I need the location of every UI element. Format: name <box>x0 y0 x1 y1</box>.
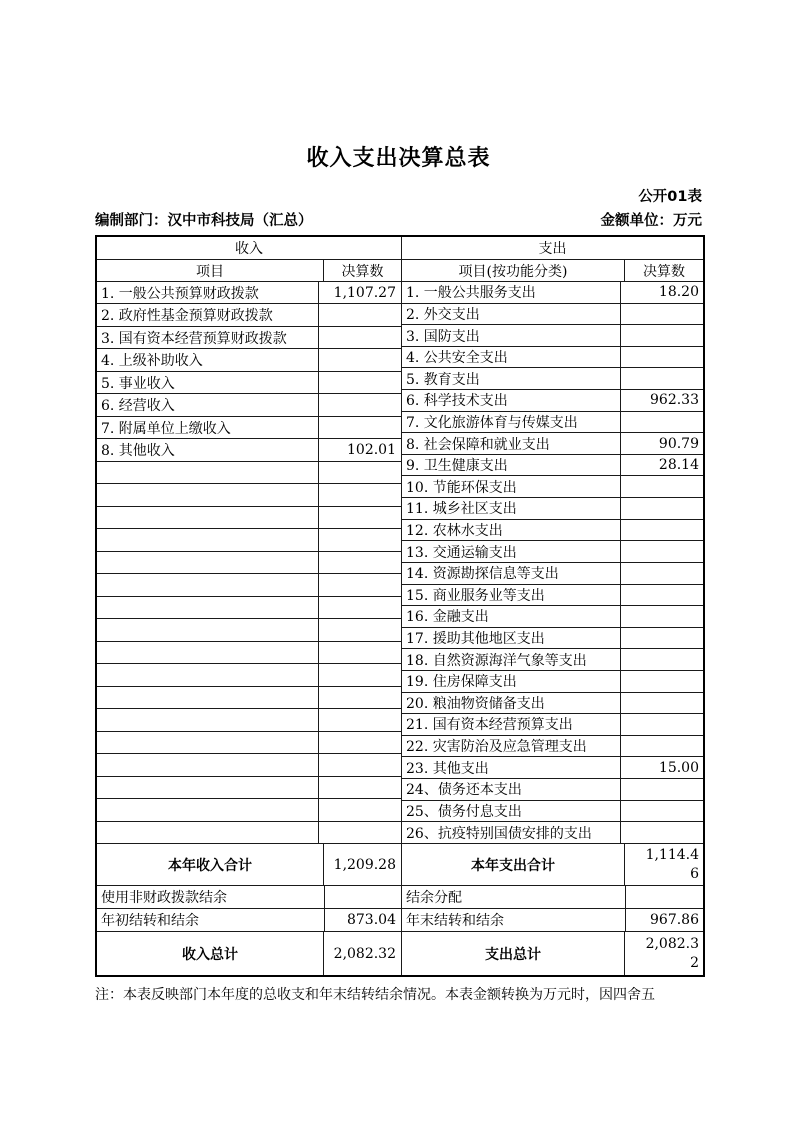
item-value <box>620 520 703 541</box>
table-row <box>97 483 401 505</box>
table-row <box>402 519 703 541</box>
item-label: 16. 金融支出 <box>406 609 489 626</box>
item-value <box>318 372 401 393</box>
item-value <box>318 597 401 618</box>
table-row <box>402 367 703 389</box>
item-label: 20. 粮油物资储备支出 <box>406 695 545 712</box>
item-value: 962.33 <box>620 390 703 411</box>
item-label: 2. 政府性基金预算财政拨款 <box>101 308 273 325</box>
item-label <box>97 777 318 798</box>
unit-label: 金额单位：万元 <box>600 213 702 229</box>
summary-income-label: 本年收入合计 <box>168 857 252 874</box>
table-row <box>402 562 703 584</box>
item-value <box>318 732 401 753</box>
item-label: 5. 教育支出 <box>406 371 480 388</box>
table-row <box>402 324 703 346</box>
summary-income-label: 年初结转和结余 <box>101 913 199 929</box>
table-row <box>402 821 703 843</box>
item-label: 21. 国有资本经营预算支出 <box>406 717 573 734</box>
summary-income-value <box>324 886 401 908</box>
summary-expense-value <box>624 844 703 885</box>
table-row <box>402 475 703 497</box>
item-value <box>620 714 703 735</box>
item-value <box>318 304 401 325</box>
table-row <box>402 584 703 606</box>
item-label: 10. 节能环保支出 <box>406 479 517 496</box>
item-label: 15. 商业服务业等支出 <box>406 587 545 604</box>
expense-item-column-header: 项目(按功能分类) <box>401 260 624 281</box>
summary-expense-value-text: 967.86 <box>650 911 699 928</box>
item-value <box>620 347 703 368</box>
table-row <box>97 461 401 483</box>
item-label: 9. 卫生健康支出 <box>406 458 508 475</box>
item-label <box>97 507 318 528</box>
item-value <box>318 687 401 708</box>
item-label <box>97 709 318 730</box>
table-row <box>97 663 401 685</box>
item-value <box>620 693 703 714</box>
item-label: 5. 事业收入 <box>101 375 175 392</box>
item-label <box>97 732 318 753</box>
item-value: 18.20 <box>620 282 703 303</box>
table-body <box>97 282 703 843</box>
item-value <box>318 754 401 775</box>
item-label: 22. 灾害防治及应急管理支出 <box>406 739 587 756</box>
department-label: 编制部门：汉中市科技局（汇总） <box>95 213 313 229</box>
item-label: 24、债务还本支出 <box>406 782 522 799</box>
item-value <box>318 619 401 640</box>
item-label <box>97 619 318 640</box>
table-row <box>97 641 401 663</box>
item-label: 4. 公共安全支出 <box>406 350 508 367</box>
item-label <box>97 687 318 708</box>
income-section-header: 收入 <box>97 237 402 259</box>
table-row <box>402 432 703 454</box>
summary-expense-value-text: 2,082.32 <box>645 935 699 971</box>
item-value: 28.14 <box>620 455 703 476</box>
item-value <box>620 304 703 325</box>
expense-rows <box>402 282 703 843</box>
summary-expense-value-text: 1,114.46 <box>645 846 699 882</box>
item-label <box>97 552 318 573</box>
table-row <box>402 497 703 519</box>
table-row <box>97 416 401 438</box>
item-value <box>318 484 401 505</box>
expense-section-header: 支出 <box>538 241 567 257</box>
summary-rows <box>97 843 703 975</box>
item-value <box>620 736 703 757</box>
item-label: 1. 一般公共服务支出 <box>406 285 536 302</box>
table-row <box>402 346 703 368</box>
item-value: 90.79 <box>620 433 703 454</box>
item-value <box>620 779 703 800</box>
item-label <box>97 799 318 820</box>
item-label: 3. 国防支出 <box>406 328 480 345</box>
item-value <box>620 476 703 497</box>
table-code: 公开01表 <box>638 189 702 205</box>
table-row <box>402 389 703 411</box>
summary-expense-value <box>624 932 703 975</box>
table-column-header-row <box>97 260 703 282</box>
page-title: 收入支出决算总表 <box>306 146 491 171</box>
summary-income-value: 1,209.28 <box>323 844 401 885</box>
item-label: 7. 文化旅游体育与传媒支出 <box>406 414 578 431</box>
table-row <box>97 326 401 348</box>
table-row <box>97 731 401 753</box>
footnote: 注：本表反映部门本年度的总收支和年末结转结余情况。本表金额转换为万元时，因四舍五 <box>95 987 655 1003</box>
table-row <box>402 627 703 649</box>
table-row <box>402 605 703 627</box>
table-row <box>97 551 401 573</box>
summary-income-value: 2,082.32 <box>323 932 401 975</box>
item-value: 15.00 <box>620 757 703 778</box>
table-row <box>97 618 401 640</box>
item-value <box>620 628 703 649</box>
table-row <box>97 776 401 798</box>
summary-expense-value <box>625 886 703 908</box>
table-row <box>97 348 401 370</box>
item-value <box>620 822 703 843</box>
table-row <box>97 708 401 730</box>
item-label: 25、债务付息支出 <box>406 803 522 820</box>
table-row <box>402 454 703 476</box>
table-row <box>97 573 401 595</box>
table-row <box>402 756 703 778</box>
item-label: 13. 交通运输支出 <box>406 544 517 561</box>
income-item-column-header: 项目 <box>196 263 224 280</box>
table-row <box>97 528 401 550</box>
summary-expense-label: 年末结转和结余 <box>401 909 625 931</box>
item-value <box>620 412 703 433</box>
table-row <box>402 713 703 735</box>
item-label: 11. 城乡社区支出 <box>406 501 517 518</box>
table-row <box>402 800 703 822</box>
item-label: 6. 科学技术支出 <box>406 393 508 410</box>
item-label: 8. 其他收入 <box>101 443 175 460</box>
summary-row <box>97 908 703 931</box>
table-row <box>402 303 703 325</box>
item-label: 26、抗疫特别国债安排的支出 <box>406 825 592 842</box>
table-row <box>97 393 401 415</box>
table-row <box>402 648 703 670</box>
item-value <box>318 529 401 550</box>
summary-expense-label: 本年支出合计 <box>401 844 624 885</box>
table-section-header-row <box>97 237 703 260</box>
table-row <box>402 282 703 303</box>
item-value <box>318 642 401 663</box>
meta-line <box>95 209 702 230</box>
item-label: 19. 住房保障支出 <box>406 674 517 691</box>
income-amount-column-header: 决算数 <box>323 260 401 281</box>
table-row <box>402 411 703 433</box>
item-label: 2. 外交支出 <box>406 306 480 323</box>
summary-income-label: 收入总计 <box>182 946 238 963</box>
item-value <box>318 664 401 685</box>
item-value: 1,107.27 <box>318 282 401 303</box>
item-label <box>97 462 318 483</box>
item-label: 4. 上级补助收入 <box>101 353 203 370</box>
item-label <box>97 754 318 775</box>
item-label: 6. 经营收入 <box>101 398 175 415</box>
item-label: 3. 国有资本经营预算财政拨款 <box>101 330 287 347</box>
table-row <box>402 735 703 757</box>
expense-amount-column-header: 决算数 <box>624 260 703 281</box>
item-value <box>620 649 703 670</box>
item-label: 17. 援助其他地区支出 <box>406 631 545 648</box>
item-label: 14. 资源勘探信息等支出 <box>406 566 559 583</box>
item-value <box>620 325 703 346</box>
item-value <box>318 507 401 528</box>
income-rows <box>97 282 402 843</box>
budget-table <box>95 235 705 977</box>
item-value <box>318 552 401 573</box>
summary-expense-label: 结余分配 <box>401 886 625 908</box>
item-label: 1. 一般公共预算财政拨款 <box>101 285 259 302</box>
table-row <box>402 692 703 714</box>
table-row <box>97 753 401 775</box>
table-row <box>97 282 401 303</box>
item-label: 23. 其他支出 <box>406 760 489 777</box>
summary-expense-label: 支出总计 <box>401 932 624 975</box>
table-row <box>97 596 401 618</box>
item-label <box>97 484 318 505</box>
item-value <box>318 462 401 483</box>
item-label: 18. 自然资源海洋气象等支出 <box>406 652 587 669</box>
item-value <box>318 327 401 348</box>
table-row <box>97 438 401 460</box>
item-value <box>318 349 401 370</box>
item-value <box>318 777 401 798</box>
summary-row <box>97 843 703 885</box>
item-value <box>318 417 401 438</box>
item-value <box>318 799 401 820</box>
item-value <box>620 671 703 692</box>
item-value <box>620 801 703 822</box>
item-label <box>97 529 318 550</box>
table-row <box>97 506 401 528</box>
table-row <box>97 686 401 708</box>
table-row <box>402 670 703 692</box>
item-label <box>97 664 318 685</box>
summary-income-value: 873.04 <box>324 909 401 931</box>
item-value <box>318 394 401 415</box>
item-label <box>97 822 318 843</box>
table-row <box>97 371 401 393</box>
item-value <box>620 368 703 389</box>
summary-row <box>97 931 703 975</box>
summary-row <box>97 885 703 908</box>
item-value: 102.01 <box>318 439 401 460</box>
item-label <box>97 574 318 595</box>
item-value <box>620 585 703 606</box>
item-value <box>620 541 703 562</box>
summary-income-label: 使用非财政拨款结余 <box>101 890 227 906</box>
item-value <box>318 574 401 595</box>
item-label: 7. 附属单位上缴收入 <box>101 420 231 437</box>
item-value <box>318 709 401 730</box>
table-row <box>402 778 703 800</box>
summary-expense-value <box>625 909 703 931</box>
item-value <box>620 498 703 519</box>
item-label: 12. 农林水支出 <box>406 523 503 539</box>
item-label: 8. 社会保障和就业支出 <box>406 436 550 453</box>
item-label <box>97 597 318 618</box>
table-row <box>97 303 401 325</box>
item-label <box>97 642 318 663</box>
item-value <box>318 822 401 843</box>
table-row <box>97 821 401 843</box>
item-value <box>620 606 703 627</box>
table-row <box>402 540 703 562</box>
item-value <box>620 563 703 584</box>
table-row <box>97 798 401 820</box>
